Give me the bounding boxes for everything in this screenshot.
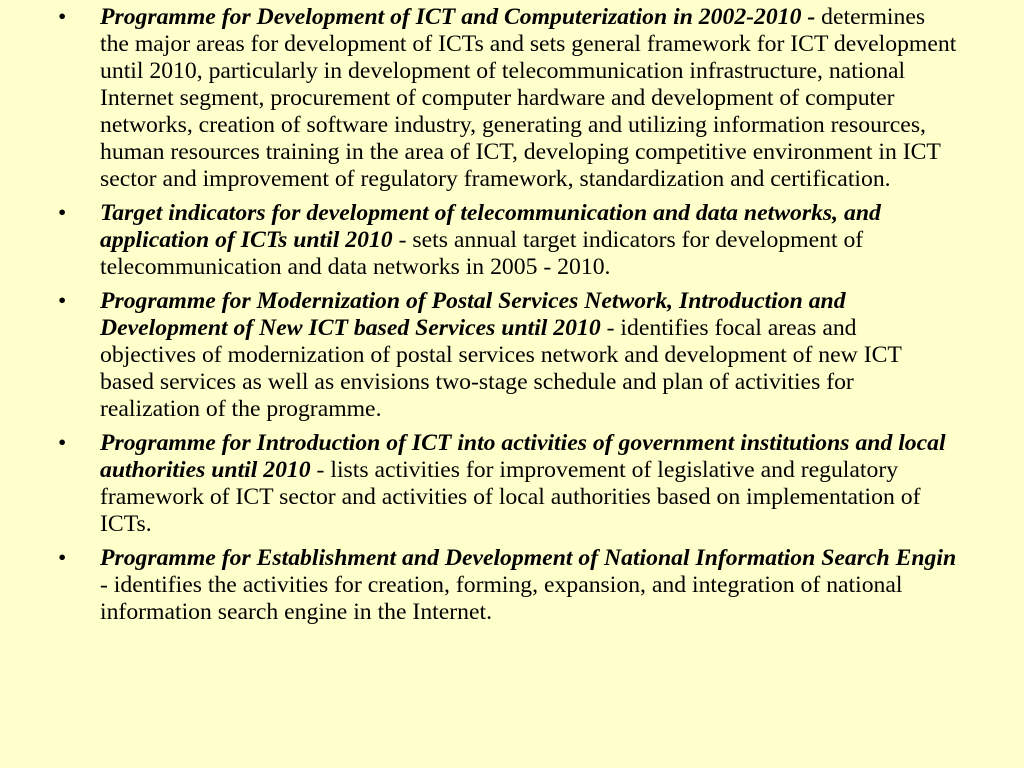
item-title: Programme for Modernization of Postal Services Network, Introduction and Development of New ICT based Services until 2010 xyxy=(100,288,846,341)
programme-list xyxy=(58,4,958,633)
bullet-icon: • xyxy=(58,288,67,314)
list-item-target-indicators xyxy=(58,200,958,281)
list-item-search-engine xyxy=(58,545,958,626)
bullet-icon: • xyxy=(58,430,67,456)
list-item-postal-services xyxy=(58,288,958,423)
item-description: determines the major areas for development of ICTs and sets general framework for ICT development until 2010, particularly in development of telecommunication infrastructure, national Internet segment, procurement of computer hardware and development of computer networks, creation of software industry, generating and utilizing information resources, human resources training in the area of ICT, developing competitive environment in ICT sector and improvement of regulatory framework, standardization and certification. xyxy=(100,4,957,192)
bullet-icon: • xyxy=(58,200,67,226)
item-description: - lists activities for improvement of legislative and regulatory framework of ICT sector and activities of local authorities based on implementation of ICTs. xyxy=(100,457,921,537)
item-title: Programme for Establishment and Development of National Information Search Engin xyxy=(100,545,957,571)
item-description: - sets annual target indicators for development of telecommunication and data networks in 2005 - 2010. xyxy=(100,227,864,280)
bullet-icon: • xyxy=(58,4,67,30)
list-item-ict-computerization xyxy=(58,4,958,193)
item-description: - identifies focal areas and objectives of modernization of postal services network and development of new ICT based services as well as envisions two-stage schedule and plan of activities for realization of the programme. xyxy=(100,315,902,422)
item-title: Target indicators for development of telecommunication and data networks, and application of ICTs until 2010 xyxy=(100,200,881,253)
item-title: Programme for Introduction of ICT into activities of government institutions and local authorities until 2010 xyxy=(100,430,946,483)
bullet-icon: • xyxy=(58,545,67,571)
item-description: - identifies the activities for creation, forming, expansion, and integration of national information search engine in the Internet. xyxy=(100,572,903,625)
item-title: Programme for Development of ICT and Computerization in 2002-2010 - xyxy=(100,4,816,30)
list-item-government-ict xyxy=(58,430,958,538)
